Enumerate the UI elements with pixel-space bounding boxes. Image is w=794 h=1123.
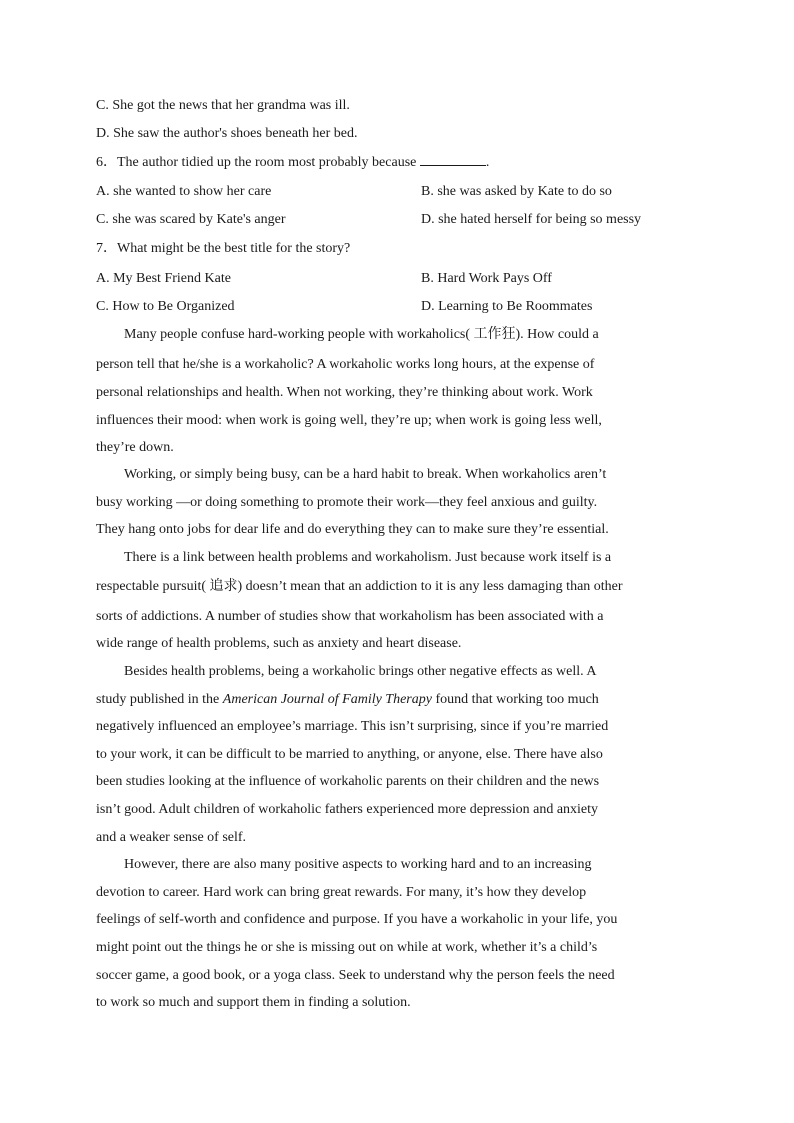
q7-option-b: B. Hard Work Pays Off (421, 271, 552, 286)
passage-p2-line: Working, or simply being busy, can be a hard habit to break. When workaholics aren’t (124, 467, 607, 482)
q6-option-a: A. she wanted to show her care (96, 184, 272, 199)
q6-stem-end: . (485, 155, 490, 170)
passage-p4-line (96, 691, 599, 709)
passage-p1-line: Many people confuse hard-working people with workaholics( 工作狂). How could a (124, 327, 599, 342)
passage-p3-line: There is a link between health problems and workaholism. Just because work itself is a (124, 550, 612, 565)
passage-p2-line: busy working —or doing something to promote their work—they feel anxious and guilty. (96, 495, 598, 510)
q6-stem (96, 153, 489, 171)
passage-p5-line: soccer game, a good book, or a yoga class. Seek to understand why the person feels the need (96, 968, 615, 983)
passage-p4-line: negatively influenced an employee’s marriage. This isn’t surprising, since if you’re married (96, 719, 609, 734)
passage-p1-line: influences their mood: when work is going well, they’re up; when work is going less well, (96, 413, 602, 428)
passage-p2-line: They hang onto jobs for dear life and do everything they can to make sure they’re essential. (96, 522, 609, 537)
passage-p1-line: person tell that he/she is a workaholic? A workaholic works long hours, at the expense of (96, 357, 595, 372)
passage-p4-line: Besides health problems, being a workaholic brings other negative effects as well. A (124, 664, 597, 679)
passage-p5-line: to work so much and support them in finding a solution. (96, 995, 411, 1010)
q7-stem: 7．What might be the best title for the story? (96, 241, 351, 256)
journal-title: American Journal of Family Therapy (222, 692, 432, 707)
passage-p3-line: sorts of addictions. A number of studies show that workaholism has been associated with a (96, 609, 604, 624)
passage-p5-line: devotion to career. Hard work can bring great rewards. For many, it’s how they develop (96, 885, 587, 900)
passage-p4-line: been studies looking at the influence of workaholic parents on their children and the news (96, 774, 600, 789)
passage-p4-text: found that working too much (431, 692, 599, 707)
q6-option-b: B. she was asked by Kate to do so (421, 184, 612, 199)
q5-option-c: C. She got the news that her grandma was ill. (96, 98, 350, 113)
passage-p4-line: isn’t good. Adult children of workaholic fathers experienced more depression and anxiety (96, 802, 599, 817)
passage-p4-text: study published in the (96, 692, 223, 707)
q6-option-d: D. she hated herself for being so messy (421, 212, 642, 227)
q7-option-a: A. My Best Friend Kate (96, 271, 231, 286)
passage-p5-line: However, there are also many positive aspects to working hard and to an increasing (124, 857, 592, 872)
q6-stem-text: 6．The author tidied up the room most probably because (96, 155, 417, 170)
passage-p3-line: respectable pursuit( 追求) doesn’t mean that an addiction to it is any less damaging than other (96, 579, 623, 594)
passage-p3-line: wide range of health problems, such as anxiety and heart disease. (96, 636, 462, 651)
passage-p1-line: they’re down. (96, 440, 174, 455)
passage-p4-line: and a weaker sense of self. (96, 830, 247, 845)
passage-p1-line: personal relationships and health. When not working, they’re thinking about work. Work (96, 385, 593, 400)
q6-option-c: C. she was scared by Kate's anger (96, 212, 286, 227)
passage-p4-line: to your work, it can be difficult to be married to anything, or anyone, else. There have also (96, 747, 603, 762)
q7-option-d: D. Learning to Be Roommates (421, 299, 593, 314)
q7-option-c: C. How to Be Organized (96, 299, 235, 314)
answer-blank (420, 153, 486, 166)
passage-p5-line: might point out the things he or she is missing out on while at work, whether it’s a child’s (96, 940, 598, 955)
passage-p5-line: feelings of self-worth and confidence and purpose. If you have a workaholic in your life, you (96, 912, 618, 927)
q5-option-d: D. She saw the author's shoes beneath her bed. (96, 126, 358, 141)
